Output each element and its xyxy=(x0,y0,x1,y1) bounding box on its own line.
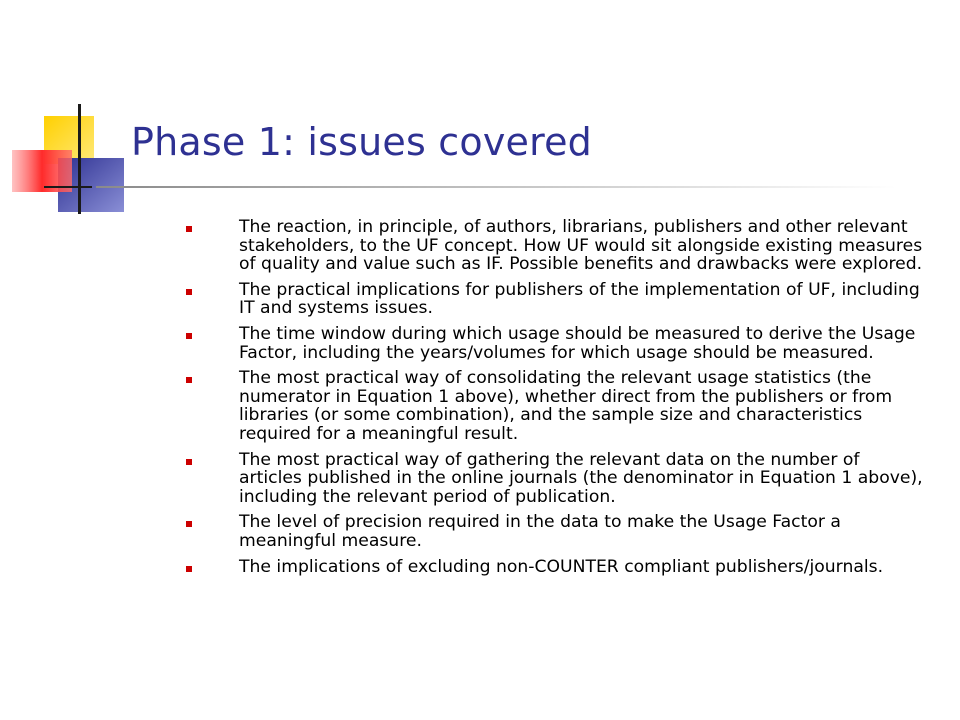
decorative-squares-graphic xyxy=(0,0,140,230)
square-bullet-icon xyxy=(186,459,192,465)
bullet-item-time-window xyxy=(186,325,926,362)
bullet-item-precision xyxy=(186,513,926,550)
bullet-text: The reaction, in principle, of authors, librarians, publishers and other relevant stakeholders, to the UF concept. How UF would sit alongside existing measures of quality and value such as IF. Possible benefits and drawbacks were explored. xyxy=(239,217,923,275)
bullet-list xyxy=(186,218,926,583)
title-underline xyxy=(96,186,896,188)
square-bullet-icon xyxy=(186,226,192,232)
square-bullet-icon xyxy=(186,377,192,383)
bullet-text: The most practical way of consolidating the relevant usage statistics (the numerator in Equation 1 above), whether direct from the publishers or from libraries (or some combination), and the sample size and characteristics required for a meaningful result. xyxy=(239,368,893,444)
bullet-text: The level of precision required in the data to make the Usage Factor a meaningful measure. xyxy=(239,512,841,551)
bullet-text: The time window during which usage should be measured to derive the Usage Factor, including the years/volumes for which usage should be measured. xyxy=(239,323,916,363)
red-bar xyxy=(12,150,72,192)
square-bullet-icon xyxy=(186,566,192,572)
bullet-item-practical-implications xyxy=(186,281,926,318)
horizontal-line xyxy=(44,186,92,188)
square-bullet-icon xyxy=(186,289,192,295)
square-bullet-icon xyxy=(186,333,192,339)
bullet-text: The most practical way of gathering the relevant data on the number of articles published in the online journals (the denominator in Equation 1 above), including the relevant period of publication. xyxy=(239,449,923,507)
bullet-text: The implications of excluding non-COUNTER compliant publishers/journals. xyxy=(239,556,884,577)
square-bullet-icon xyxy=(186,521,192,527)
bullet-item-reaction xyxy=(186,218,926,274)
bullet-item-articles-data xyxy=(186,451,926,507)
bullet-item-usage-statistics xyxy=(186,369,926,443)
bullet-item-non-counter xyxy=(186,558,926,577)
slide-title: Phase 1: issues covered xyxy=(131,120,592,164)
bullet-text: The practical implications for publishers of the implementation of UF, including IT and systems issues. xyxy=(239,279,920,319)
vertical-line xyxy=(78,104,81,214)
